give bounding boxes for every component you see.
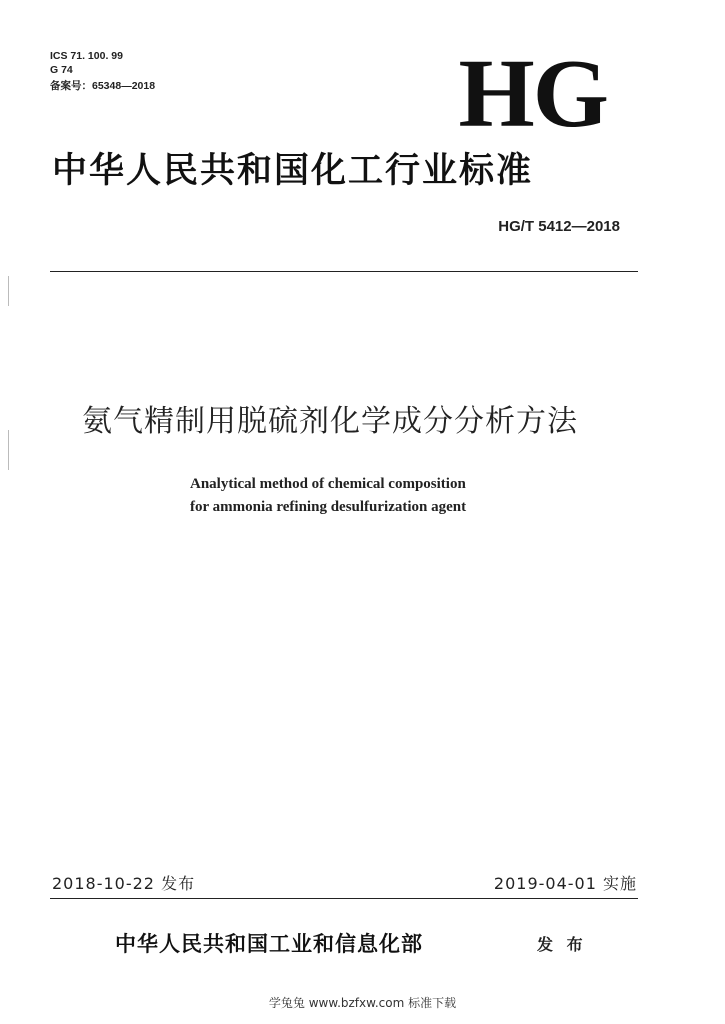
document-title-en-line1: Analytical method of chemical composition xyxy=(190,476,466,492)
standard-code: HG/T 5412—2018 xyxy=(498,218,620,235)
download-watermark: 学兔兔 www.bzfxw.com 标准下载 xyxy=(268,996,457,1010)
standard-category-title: 中华人民共和国化工行业标准 xyxy=(52,150,534,191)
document-title-en-line2: for ammonia refining desulfurization agent xyxy=(190,499,467,515)
header-divider xyxy=(50,271,638,272)
record-number: 备案号：65348—2018 xyxy=(50,80,156,92)
document-title-cn: 氨气精制用脱硫剂化学成分分析方法 xyxy=(82,404,578,439)
issue-date: 2018-10-22 发布 xyxy=(52,874,196,893)
ics-code: ICS 71. 100. 99 xyxy=(50,50,123,62)
implementation-date: 2019-04-01 实施 xyxy=(493,874,637,893)
hg-logo: HG xyxy=(458,40,607,148)
issuing-authority: 中华人民共和国工业和信息化部 xyxy=(115,931,423,956)
ccs-code: G 74 xyxy=(50,64,73,76)
scan-edge-mark xyxy=(8,276,9,306)
scan-edge-mark xyxy=(8,430,9,470)
footer-divider xyxy=(50,898,638,899)
issuing-authority-suffix: 发 布 xyxy=(537,935,587,954)
